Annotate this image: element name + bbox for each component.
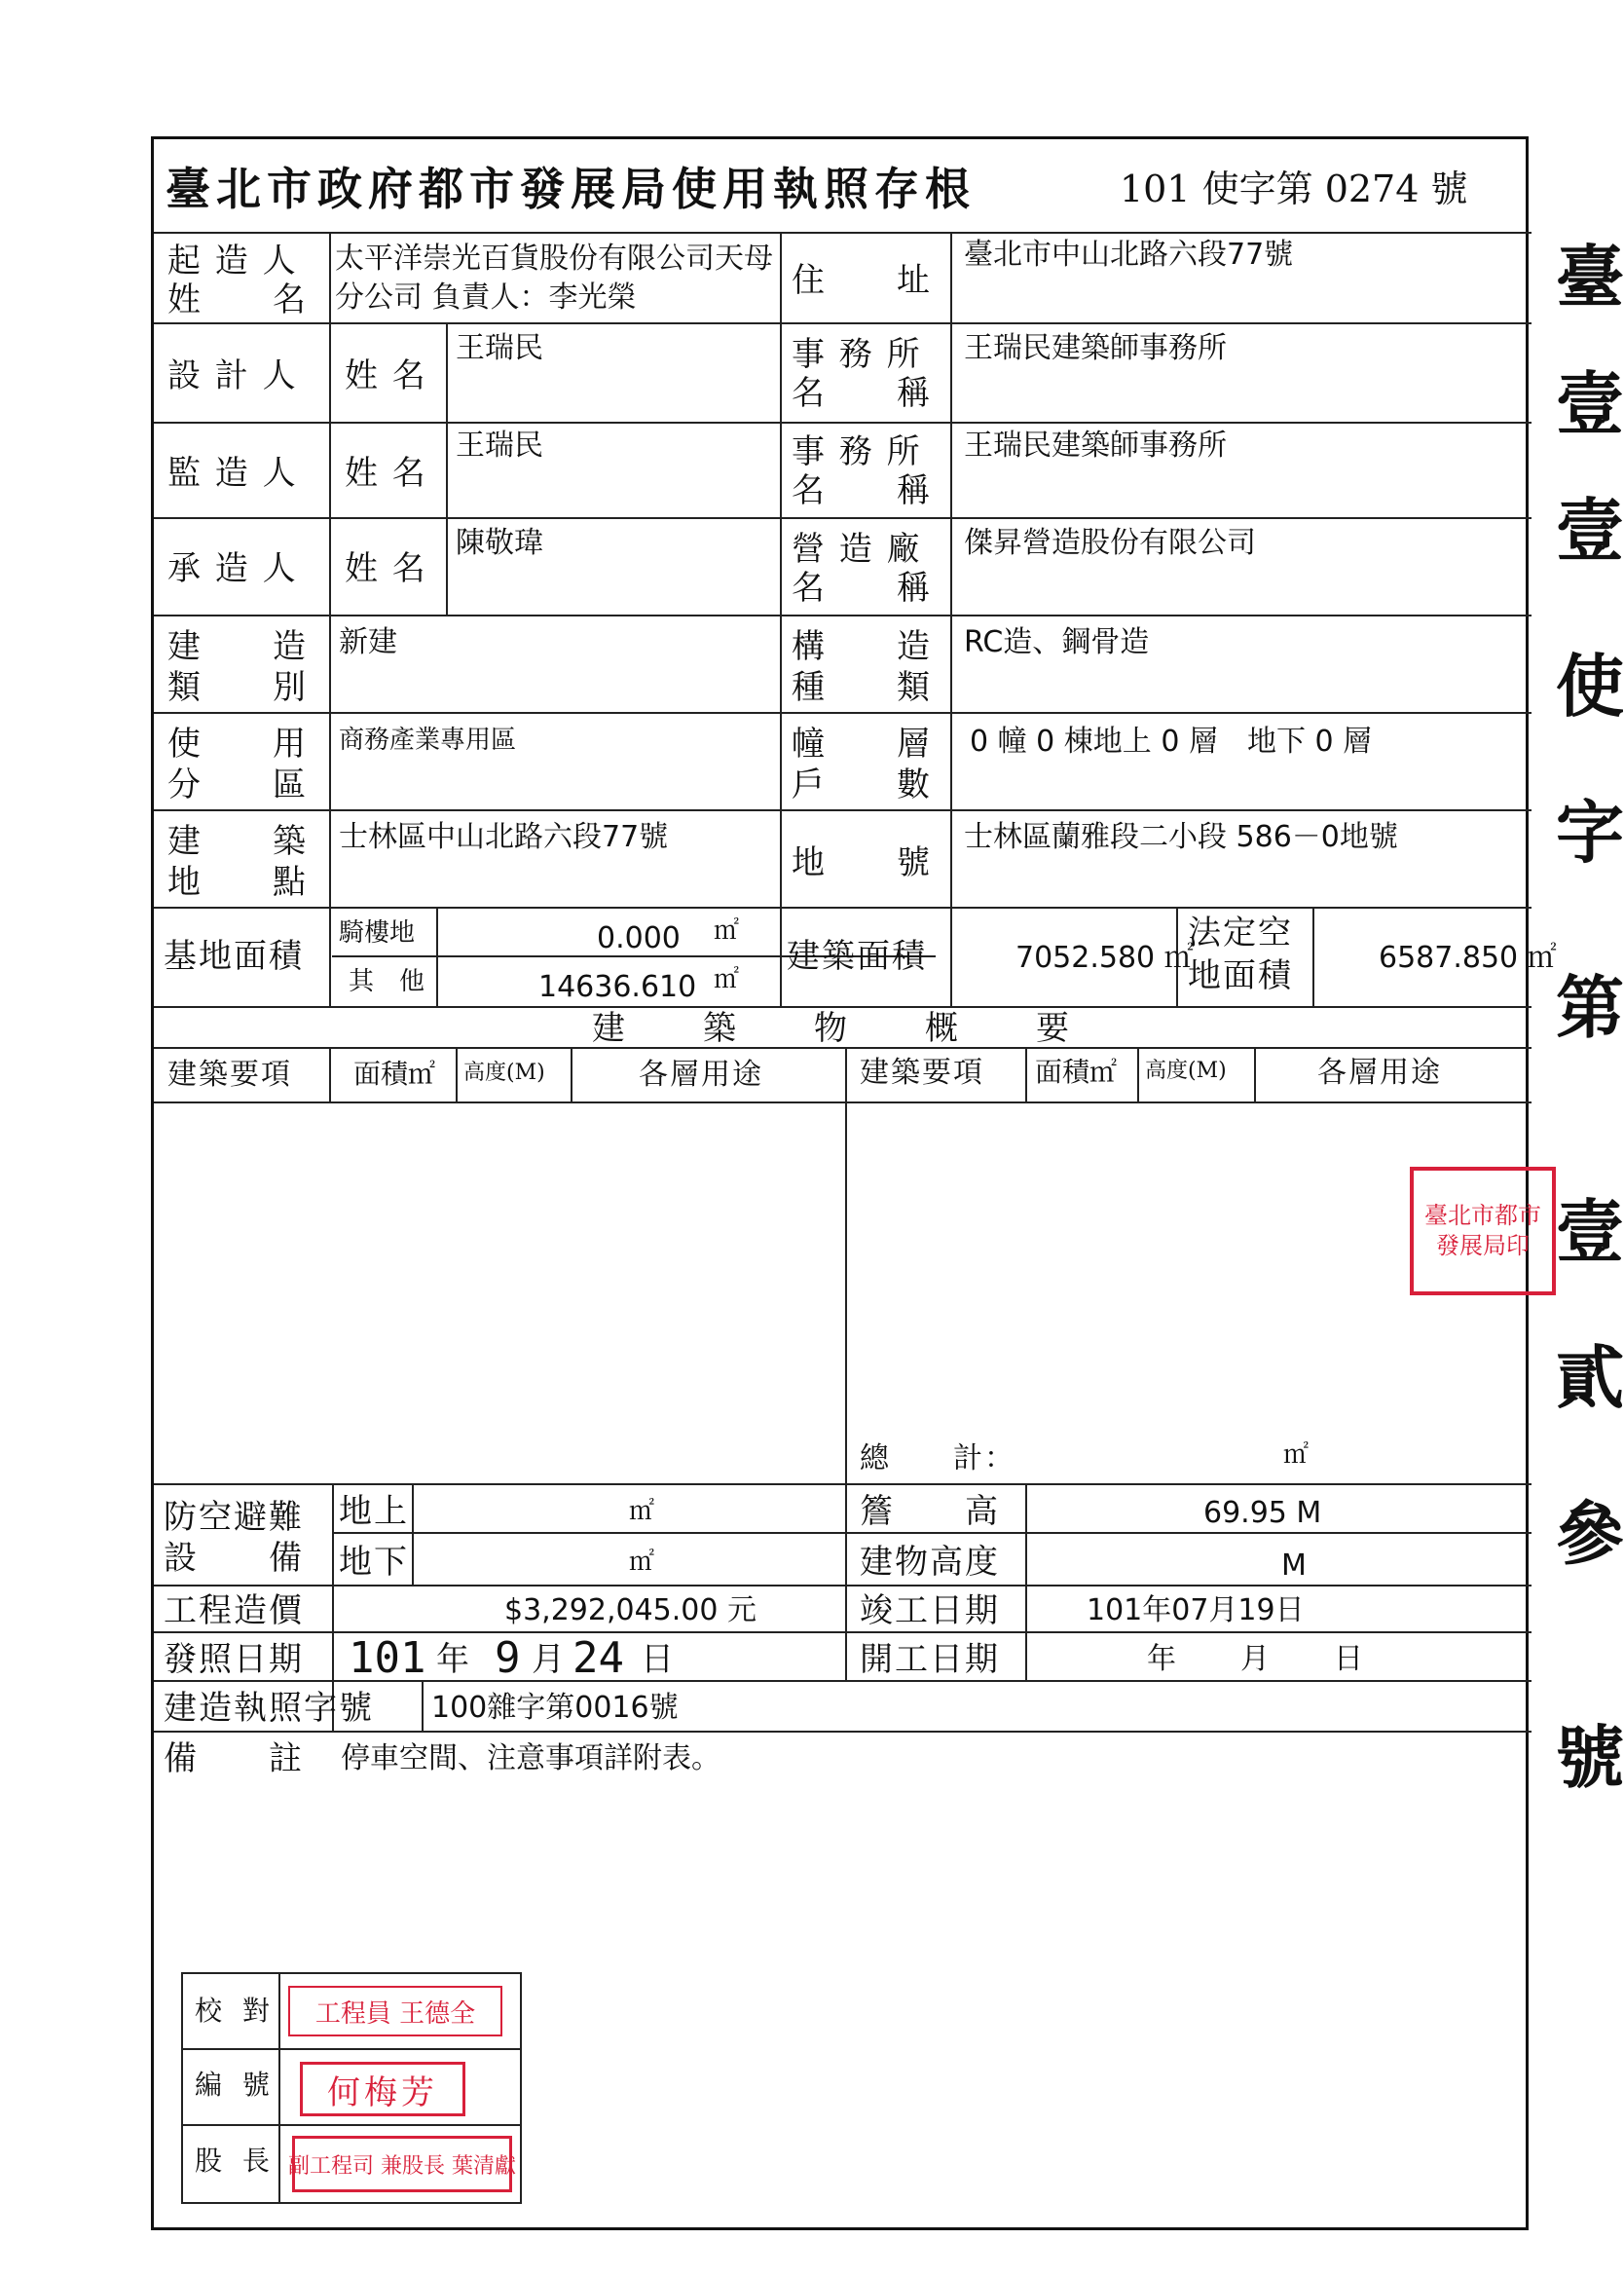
site-value: 士林區中山北路六段77號 xyxy=(339,820,669,854)
building-height-value: M xyxy=(1281,1549,1307,1583)
open-area-value: 6587.850 ㎡ xyxy=(1379,941,1557,975)
base-area-label: 基地面積 xyxy=(164,937,304,976)
chief-stamp: 副工程司 兼股長 葉清獻 xyxy=(292,2136,512,2192)
completion-value: 101年07月19日 xyxy=(1087,1593,1305,1627)
rule xyxy=(329,232,331,1006)
designer-name: 王瑞民 xyxy=(456,331,543,365)
applicant-value-1: 太平洋崇光百貨股份有限公司天母 xyxy=(335,242,773,276)
lot-label: 地 號 xyxy=(792,843,932,882)
issue-month-char: 月 xyxy=(532,1640,567,1679)
arcade-value: 0.000 xyxy=(597,921,681,955)
shelter-label-1: 防空避難 xyxy=(164,1498,304,1537)
rule xyxy=(278,1974,280,2202)
site-label-1: 建 築 xyxy=(167,822,308,861)
address-label: 住 址 xyxy=(792,261,932,300)
form-title: 臺北市政府都市發展局使用執照存根 xyxy=(166,163,976,215)
eave-label: 簷 高 xyxy=(860,1492,1000,1531)
arcade-unit: ㎡ xyxy=(714,916,740,946)
issue-month: 9 xyxy=(495,1633,521,1683)
floors-label-1: 幢 層 xyxy=(792,725,932,764)
summary-col-usage-left: 各層用途 xyxy=(639,1058,763,1092)
side-char: 壹 xyxy=(1556,490,1624,571)
shelter-above-label: 地上 xyxy=(339,1492,409,1531)
applicant-value-2: 分公司 負責人：李光榮 xyxy=(335,280,637,315)
summary-col-item-left: 建築要項 xyxy=(167,1058,292,1092)
remarks-value: 停車空間、注意事項詳附表。 xyxy=(341,1741,720,1775)
rule xyxy=(154,1585,1532,1586)
rule xyxy=(412,1483,414,1585)
check-stamp: 工程員 王德全 xyxy=(288,1986,502,2036)
open-area-label-1: 法定空 xyxy=(1188,914,1293,952)
side-char: 貳 xyxy=(1556,1337,1624,1418)
rule xyxy=(154,232,1532,234)
zone-label-2: 分 區 xyxy=(167,765,308,804)
rule xyxy=(154,712,1532,714)
open-area-label-2: 地面積 xyxy=(1188,956,1293,995)
floors-value: 0 幢 0 棟地上 0 層 地下 0 層 xyxy=(970,725,1373,759)
applicant-label-1: 起 造 人 xyxy=(167,242,298,280)
rule xyxy=(1137,1047,1139,1101)
lot-value: 士林區蘭雅段二小段 586－0地號 xyxy=(964,820,1398,854)
side-char: 壹 xyxy=(1556,363,1624,444)
bureau-seal: 臺北市都市發展局印 xyxy=(1410,1167,1556,1295)
issue-year-char: 年 xyxy=(436,1640,471,1679)
chief-label: 股 長 xyxy=(195,2145,276,2177)
cost-label: 工程造價 xyxy=(164,1591,304,1630)
side-char: 第 xyxy=(1556,967,1624,1048)
license-number: 101 使字第 0274 號 xyxy=(1120,168,1468,210)
construction-type: 新建 xyxy=(339,625,397,659)
structure-label-1: 構 造 xyxy=(792,627,932,666)
side-char: 號 xyxy=(1556,1717,1624,1798)
rule xyxy=(154,907,1532,909)
rule xyxy=(1025,1483,1027,1680)
cost-value: $3,292,045.00 元 xyxy=(504,1593,757,1627)
building-height-label: 建物高度 xyxy=(860,1543,1000,1582)
rule xyxy=(950,232,952,1006)
rule xyxy=(154,517,1532,519)
rule xyxy=(1312,907,1314,1006)
start-label: 開工日期 xyxy=(860,1640,1000,1679)
rule xyxy=(154,422,1532,424)
completion-label: 竣工日期 xyxy=(860,1591,1000,1630)
contractor-firm: 傑昇營造股份有限公司 xyxy=(964,526,1256,560)
other-unit: ㎡ xyxy=(714,965,740,994)
permit-form xyxy=(151,136,1557,2230)
rule xyxy=(422,1680,424,1731)
issue-day-char: 日 xyxy=(641,1640,676,1679)
arcade-label: 騎樓地 xyxy=(339,918,416,948)
summary-heading: 建 築 物 概 要 xyxy=(592,1009,1073,1048)
zone-label-1: 使 用 xyxy=(167,725,308,764)
rule xyxy=(1025,1047,1027,1101)
designer-label: 設 計 人 xyxy=(167,356,298,395)
rule xyxy=(780,232,782,1006)
floors-label-2: 戶 數 xyxy=(792,765,932,804)
rule xyxy=(154,1006,1532,1008)
supervisor-office-label-1: 事 務 所 xyxy=(792,432,922,471)
rule xyxy=(456,1047,458,1101)
zone-value: 商務產業專用區 xyxy=(339,726,517,755)
designer-office-label-2: 名 稱 xyxy=(792,374,932,413)
shelter-below-unit: ㎡ xyxy=(629,1548,655,1577)
permit-value: 100雜字第0016號 xyxy=(431,1691,679,1725)
number-label: 編 號 xyxy=(195,2069,276,2101)
rule xyxy=(845,1585,847,1680)
contractor-firm-label-1: 營 造 廠 xyxy=(792,530,922,569)
construction-type-label-2: 類 別 xyxy=(167,668,308,707)
summary-col-height-right: 高度(M) xyxy=(1145,1059,1227,1083)
issue-label: 發照日期 xyxy=(164,1640,304,1679)
structure-type: RC造、鋼骨造 xyxy=(964,625,1150,659)
shelter-above-unit: ㎡ xyxy=(629,1497,655,1526)
rule xyxy=(332,1532,1532,1534)
summary-col-area-right: 面積㎡ xyxy=(1035,1056,1118,1088)
side-char: 字 xyxy=(1556,792,1624,873)
check-label: 校 對 xyxy=(195,1995,276,2027)
structure-label-2: 種 類 xyxy=(792,668,932,707)
rule xyxy=(1254,1047,1256,1101)
supervisor-label: 監 造 人 xyxy=(167,454,298,493)
contractor-name: 陳敬瑋 xyxy=(456,526,543,560)
issue-day: 24 xyxy=(572,1633,624,1683)
building-area-value: 7052.580 ㎡ xyxy=(1015,941,1194,975)
supervisor-name: 王瑞民 xyxy=(456,429,543,463)
rule xyxy=(154,1731,1532,1733)
construction-type-label-1: 建 造 xyxy=(167,627,308,666)
rule xyxy=(154,1483,1532,1485)
rule xyxy=(436,907,438,1006)
rule xyxy=(446,324,448,616)
shelter-label-2: 設 備 xyxy=(164,1539,304,1578)
supervisor-office-label-2: 名 稱 xyxy=(792,471,932,510)
summary-col-height-left: 高度(M) xyxy=(463,1061,545,1085)
other-value: 14636.610 xyxy=(538,970,697,1004)
other-label: 其 他 xyxy=(349,967,425,996)
permit-label: 建造執照字號 xyxy=(164,1689,374,1728)
side-char: 壹 xyxy=(1556,1191,1624,1272)
rule xyxy=(154,322,1532,324)
signoff-box xyxy=(181,1972,522,2204)
rule xyxy=(154,809,1532,811)
rule xyxy=(329,1047,331,1101)
applicant-label-2: 姓 名 xyxy=(167,280,308,319)
number-stamp: 何梅芳 xyxy=(300,2062,465,2116)
summary-total-unit: ㎡ xyxy=(1283,1440,1310,1470)
contractor-name-label: 姓 名 xyxy=(345,549,427,588)
summary-col-item-right: 建築要項 xyxy=(860,1056,984,1090)
summary-col-area-left: 面積㎡ xyxy=(353,1058,436,1090)
contractor-firm-label-2: 名 稱 xyxy=(792,569,932,608)
designer-name-label: 姓 名 xyxy=(345,356,427,395)
supervisor-name-label: 姓 名 xyxy=(345,454,427,493)
start-value: 年 月 日 xyxy=(1147,1642,1365,1676)
side-char: 參 xyxy=(1556,1493,1624,1574)
summary-total-label: 總 計： xyxy=(860,1441,1015,1475)
rule xyxy=(154,1101,1532,1103)
eave-value: 69.95 M xyxy=(1203,1496,1322,1530)
contractor-label: 承 造 人 xyxy=(167,549,298,588)
supervisor-office: 王瑞民建築師事務所 xyxy=(964,429,1227,463)
rule xyxy=(571,1047,572,1101)
designer-office-label-1: 事 務 所 xyxy=(792,335,922,374)
site-label-2: 地 點 xyxy=(167,863,308,902)
building-area-label: 建築面積 xyxy=(787,937,927,976)
address-value: 臺北市中山北路六段77號 xyxy=(964,238,1294,272)
shelter-below-label: 地下 xyxy=(339,1543,409,1582)
summary-col-usage-right: 各層用途 xyxy=(1317,1056,1442,1090)
rule xyxy=(183,2048,520,2050)
remarks-label: 備 註 xyxy=(164,1739,304,1778)
side-char: 臺 xyxy=(1556,237,1624,317)
side-char: 使 xyxy=(1556,646,1624,727)
rule xyxy=(154,615,1532,616)
rule xyxy=(183,2124,520,2126)
issue-year: 101 xyxy=(349,1633,426,1683)
rule xyxy=(845,1047,847,1585)
designer-office: 王瑞民建築師事務所 xyxy=(964,331,1227,365)
